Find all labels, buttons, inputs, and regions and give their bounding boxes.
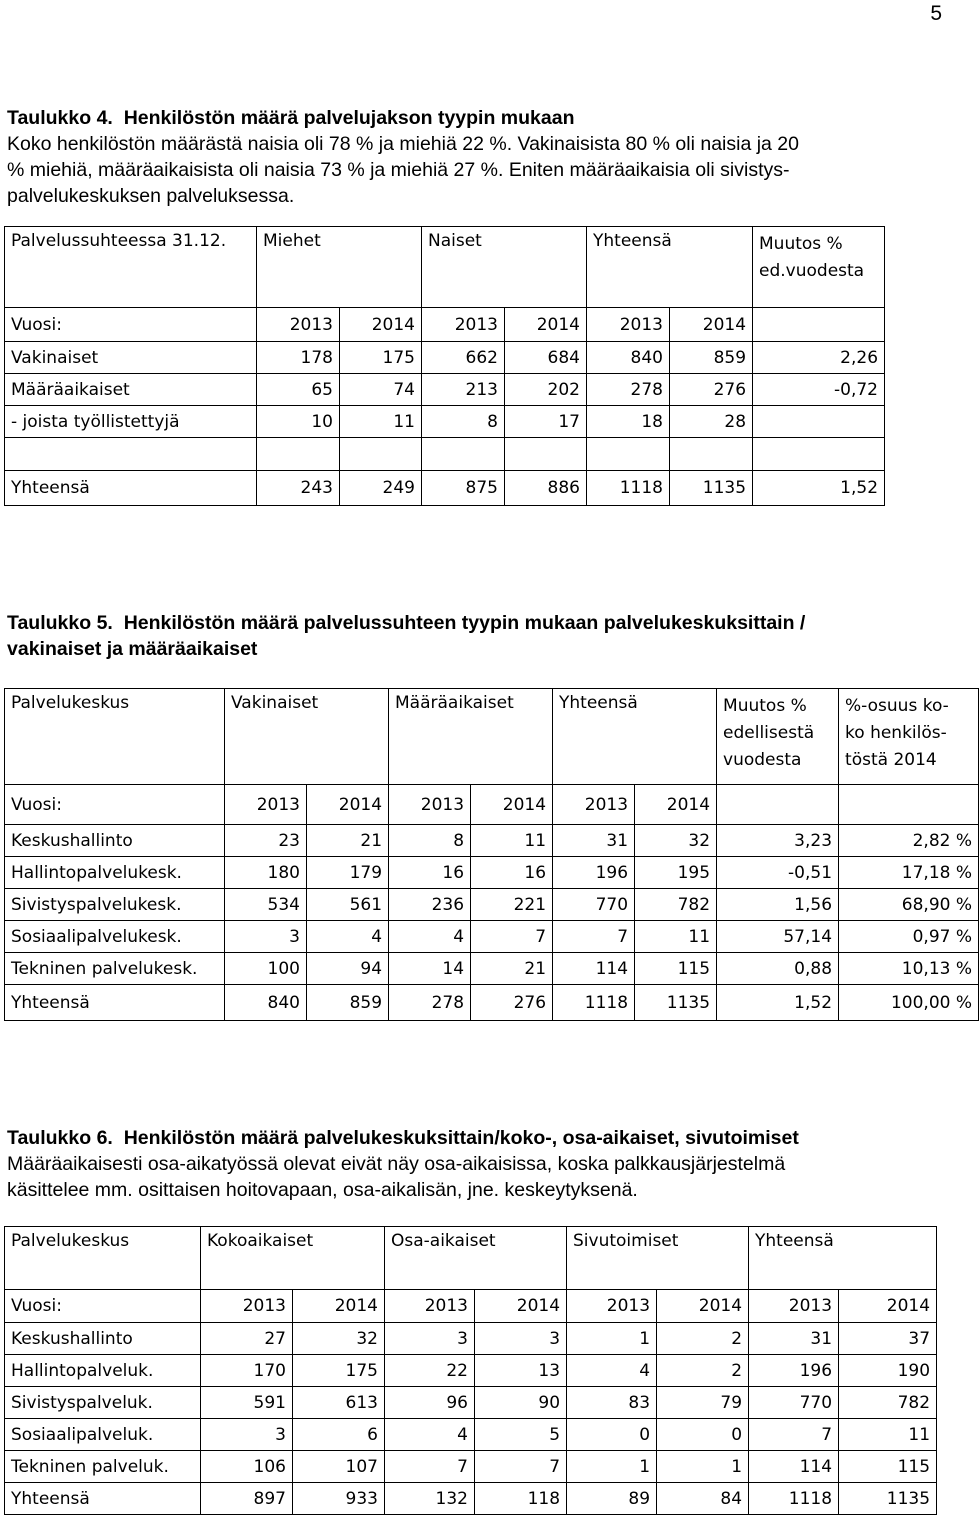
table4-year: 2013 (257, 308, 340, 342)
table5-cell-empty (717, 785, 839, 825)
table6-cell: 106 (201, 1451, 293, 1483)
table5-label: Taulukko 5. (7, 612, 113, 634)
table6-years-row (5, 1290, 937, 1323)
table6-cell: 37 (839, 1323, 937, 1355)
table6-row-label: Tekninen palveluk. (5, 1451, 201, 1483)
table5-cell: 114 (553, 953, 635, 985)
table5-cell: 7 (553, 921, 635, 953)
table6-year: 2014 (839, 1290, 937, 1323)
table-row (5, 921, 979, 953)
table4-cell: 662 (422, 342, 505, 374)
table-row (5, 1323, 937, 1355)
table5-year: 2013 (225, 785, 307, 825)
table5-share-cell: 68,90 % (839, 889, 979, 921)
table5-cell: 3 (225, 921, 307, 953)
table6-cell: 7 (475, 1451, 567, 1483)
table6-cell: 2 (657, 1323, 749, 1355)
table6-header-row (5, 1227, 937, 1290)
table4-header-change-line: Muutos % (759, 234, 843, 254)
table5-title: Henkilöstön määrä palvelussuhteen tyypin mukaan palvelukeskuksittain / (123, 612, 806, 634)
table5-header-change-line: edellisestä (723, 723, 815, 743)
table5-share-cell: 17,18 % (839, 857, 979, 889)
table6-year: 2014 (475, 1290, 567, 1323)
table6-cell: 5 (475, 1419, 567, 1451)
table4-cell: 11 (340, 406, 422, 438)
table5-cell: 100 (225, 953, 307, 985)
table4-cell: 202 (505, 374, 587, 406)
table6-cell: 114 (749, 1451, 839, 1483)
table4-cell-empty (5, 438, 257, 471)
table4-title: Henkilöstön määrä palvelujakson tyypin mukaan (123, 107, 575, 129)
table5-cell: 115 (635, 953, 717, 985)
table6-cell: 196 (749, 1355, 839, 1387)
table5-cell: 534 (225, 889, 307, 921)
table4-years-label: Vuosi: (5, 308, 257, 342)
table6-cell: 3 (385, 1323, 475, 1355)
table6-cell: 13 (475, 1355, 567, 1387)
table4-cell: 875 (422, 471, 505, 506)
table4-change-cell (753, 406, 885, 438)
table6-cell: 115 (839, 1451, 937, 1483)
table5-header-total: Yhteensä (553, 689, 717, 785)
table4-description-line: Koko henkilöstön määrästä naisia oli 78 % ja miehiä 22 %. Vakinaisista 80 % oli naisia ja 20 (7, 133, 799, 155)
table5-change-cell: 57,14 (717, 921, 839, 953)
table6-header-full-time: Kokoaikaiset (201, 1227, 385, 1290)
table4-cell: 10 (257, 406, 340, 438)
table6-cell: 770 (749, 1387, 839, 1419)
table5-row-label: Keskushallinto (5, 825, 225, 857)
table5-cell: 196 (553, 857, 635, 889)
table5-header-share (839, 689, 979, 785)
table6-cell: 7 (385, 1451, 475, 1483)
table6-cell: 2 (657, 1355, 749, 1387)
table4-description-line: palvelukeskuksen palveluksessa. (7, 185, 295, 207)
table6-year: 2013 (385, 1290, 475, 1323)
table6-cell: 170 (201, 1355, 293, 1387)
table6-cell: 7 (749, 1419, 839, 1451)
table4-header-change (753, 227, 885, 308)
table-row (5, 857, 979, 889)
table6-cell: 933 (293, 1483, 385, 1515)
table5-change-cell: 3,23 (717, 825, 839, 857)
table5-share-cell: 100,00 % (839, 985, 979, 1021)
table6-cell: 1 (657, 1451, 749, 1483)
table4-cell: 65 (257, 374, 340, 406)
table6-cell: 6 (293, 1419, 385, 1451)
table4-label: Taulukko 4. (7, 107, 113, 129)
table5-share-cell: 0,97 % (839, 921, 979, 953)
table6-cell: 3 (475, 1323, 567, 1355)
table4-row-label: - joista työllistettyjä (5, 406, 257, 438)
table6-cell: 0 (657, 1419, 749, 1451)
table6-cell: 4 (567, 1355, 657, 1387)
table4-year: 2014 (340, 308, 422, 342)
table4-change-cell: 2,26 (753, 342, 885, 374)
table5-header-unit: Palvelukeskus (5, 689, 225, 785)
table6-row-label: Hallintopalveluk. (5, 1355, 201, 1387)
table6-header-part-time: Osa-aikaiset (385, 1227, 567, 1290)
table4-cell: 278 (587, 374, 670, 406)
table-row (5, 1387, 937, 1419)
table6-cell: 175 (293, 1355, 385, 1387)
table5-cell: 276 (471, 985, 553, 1021)
table5-cell: 1118 (553, 985, 635, 1021)
table6-header-secondary: Sivutoimiset (567, 1227, 749, 1290)
table6-cell: 79 (657, 1387, 749, 1419)
table4-cell: 859 (670, 342, 753, 374)
table6 (4, 1226, 937, 1515)
table-row (5, 1355, 937, 1387)
table4-change-cell: 1,52 (753, 471, 885, 506)
table4-cell: 175 (340, 342, 422, 374)
table4-year: 2014 (505, 308, 587, 342)
table6-row-label: Yhteensä (5, 1483, 201, 1515)
table5-header-row (5, 689, 979, 785)
table6-row-label: Keskushallinto (5, 1323, 201, 1355)
table4-cell-empty (257, 438, 340, 471)
table6-cell: 1135 (839, 1483, 937, 1515)
table5-change-cell: 1,52 (717, 985, 839, 1021)
table4-header-women: Naiset (422, 227, 587, 308)
table4-cell: 17 (505, 406, 587, 438)
table6-cell: 1 (567, 1323, 657, 1355)
table6-cell: 118 (475, 1483, 567, 1515)
table4-spacer-row (5, 438, 885, 471)
table4-cell: 178 (257, 342, 340, 374)
table5-cell: 1135 (635, 985, 717, 1021)
table5-row-label: Yhteensä (5, 985, 225, 1021)
table5-cell: 770 (553, 889, 635, 921)
table5-header-change-line: Muutos % (723, 696, 807, 716)
table4-cell: 1135 (670, 471, 753, 506)
table4-year: 2013 (422, 308, 505, 342)
table4-year: 2013 (587, 308, 670, 342)
table6-cell: 96 (385, 1387, 475, 1419)
table5-cell: 23 (225, 825, 307, 857)
table6-year: 2013 (567, 1290, 657, 1323)
table5-year: 2014 (471, 785, 553, 825)
table5-cell: 31 (553, 825, 635, 857)
table6-cell: 591 (201, 1387, 293, 1419)
table5-change-cell: -0,51 (717, 857, 839, 889)
table5-cell: 179 (307, 857, 389, 889)
table-row (5, 889, 979, 921)
table5-cell: 11 (635, 921, 717, 953)
table5-header-share-line: töstä 2014 (845, 750, 937, 770)
table5-row-label: Sosiaalipalvelukesk. (5, 921, 225, 953)
table4-row-label: Vakinaiset (5, 342, 257, 374)
table5-cell: 94 (307, 953, 389, 985)
table5-cell: 840 (225, 985, 307, 1021)
table4-cell-empty (753, 308, 885, 342)
table5-change-cell: 1,56 (717, 889, 839, 921)
table-row (5, 985, 979, 1021)
table4-header-unit: Palvelussuhteessa 31.12. (5, 227, 257, 308)
table-row (5, 825, 979, 857)
table6-year: 2013 (201, 1290, 293, 1323)
table6-cell: 190 (839, 1355, 937, 1387)
table5-cell: 11 (471, 825, 553, 857)
table-row (5, 1451, 937, 1483)
table5-cell: 180 (225, 857, 307, 889)
table6-cell: 782 (839, 1387, 937, 1419)
table4 (4, 226, 885, 506)
page-number: 5 (930, 2, 942, 25)
table6-cell: 84 (657, 1483, 749, 1515)
table-row (5, 471, 885, 506)
table-row (5, 1419, 937, 1451)
table-row (5, 342, 885, 374)
table6-cell: 897 (201, 1483, 293, 1515)
table4-cell-empty (753, 438, 885, 471)
table5-caption (7, 610, 947, 662)
table5-row-label: Sivistyspalvelukesk. (5, 889, 225, 921)
table4-row-label: Määräaikaiset (5, 374, 257, 406)
table4-cell: 886 (505, 471, 587, 506)
table5-cell: 561 (307, 889, 389, 921)
table5-cell: 32 (635, 825, 717, 857)
table4-total-label: Yhteensä (5, 471, 257, 506)
table5-change-cell: 0,88 (717, 953, 839, 985)
table5-cell-empty (839, 785, 979, 825)
table6-caption (7, 1125, 947, 1203)
table5-years-label: Vuosi: (5, 785, 225, 825)
table5-cell: 4 (389, 921, 471, 953)
table5-year: 2013 (553, 785, 635, 825)
table4-cell-empty (670, 438, 753, 471)
table6-description-line: Määräaikaisesti osa-aikatyössä olevat eivät näy osa-aikaisissa, koska palkkausjärjestelmä (7, 1153, 786, 1175)
table6-cell: 89 (567, 1483, 657, 1515)
table5-years-row (5, 785, 979, 825)
table6-cell: 11 (839, 1419, 937, 1451)
table6-header-total: Yhteensä (749, 1227, 937, 1290)
table4-cell: 243 (257, 471, 340, 506)
table4-cell: 8 (422, 406, 505, 438)
table6-description-line: käsittelee mm. osittaisen hoitovapaan, osa-aikalisän, jne. keskeytyksenä. (7, 1179, 638, 1201)
table5-cell: 221 (471, 889, 553, 921)
table5-year: 2014 (307, 785, 389, 825)
table6-cell: 90 (475, 1387, 567, 1419)
table5-cell: 21 (471, 953, 553, 985)
table5-cell: 16 (471, 857, 553, 889)
table4-cell: 840 (587, 342, 670, 374)
table4-header-row (5, 227, 885, 308)
table-row (5, 374, 885, 406)
table6-label: Taulukko 6. (7, 1127, 113, 1149)
table4-year: 2014 (670, 308, 753, 342)
table5-row-label: Hallintopalvelukesk. (5, 857, 225, 889)
table6-year: 2013 (749, 1290, 839, 1323)
table-row (5, 406, 885, 438)
table5-cell: 8 (389, 825, 471, 857)
table5-cell: 7 (471, 921, 553, 953)
table4-cell: 684 (505, 342, 587, 374)
table6-year: 2014 (657, 1290, 749, 1323)
table6-cell: 132 (385, 1483, 475, 1515)
table5-header-change (717, 689, 839, 785)
table5-header-fixed-term: Määräaikaiset (389, 689, 553, 785)
table6-cell: 0 (567, 1419, 657, 1451)
table5-header-share-line: %-osuus ko- (845, 696, 949, 716)
table6-cell: 3 (201, 1419, 293, 1451)
table5-cell: 4 (307, 921, 389, 953)
table6-cell: 83 (567, 1387, 657, 1419)
table5-cell: 14 (389, 953, 471, 985)
table4-cell: 276 (670, 374, 753, 406)
table5-year: 2013 (389, 785, 471, 825)
table6-cell: 1 (567, 1451, 657, 1483)
table6-cell: 613 (293, 1387, 385, 1419)
table5-cell: 21 (307, 825, 389, 857)
table6-title: Henkilöstön määrä palvelukeskuksittain/koko-, osa-aikaiset, sivutoimiset (123, 1127, 799, 1149)
table4-cell-empty (340, 438, 422, 471)
table6-cell: 107 (293, 1451, 385, 1483)
table6-years-label: Vuosi: (5, 1290, 201, 1323)
table5-cell: 195 (635, 857, 717, 889)
table4-header-total: Yhteensä (587, 227, 753, 308)
table6-header-unit: Palvelukeskus (5, 1227, 201, 1290)
table4-description-line: % miehiä, määräaikaisista oli naisia 73 % ja miehiä 27 %. Eniten määräaikaisia oli sivistys- (7, 159, 790, 181)
table5-header-change-line: vuodesta (723, 750, 802, 770)
table5-share-cell: 2,82 % (839, 825, 979, 857)
table-row (5, 1483, 937, 1515)
table5-cell: 782 (635, 889, 717, 921)
table4-cell-empty (587, 438, 670, 471)
table4-cell-empty (422, 438, 505, 471)
table6-cell: 1118 (749, 1483, 839, 1515)
table5-title: vakinaiset ja määräaikaiset (7, 638, 258, 660)
table4-cell-empty (505, 438, 587, 471)
table4-cell: 213 (422, 374, 505, 406)
table4-header-men: Miehet (257, 227, 422, 308)
table5-row-label: Tekninen palvelukesk. (5, 953, 225, 985)
table4-cell: 18 (587, 406, 670, 438)
table5-cell: 859 (307, 985, 389, 1021)
table5-year: 2014 (635, 785, 717, 825)
table6-cell: 31 (749, 1323, 839, 1355)
table5-cell: 278 (389, 985, 471, 1021)
table6-cell: 22 (385, 1355, 475, 1387)
table-row (5, 953, 979, 985)
table5-header-permanent: Vakinaiset (225, 689, 389, 785)
table4-cell: 249 (340, 471, 422, 506)
table5-cell: 16 (389, 857, 471, 889)
table4-change-cell: -0,72 (753, 374, 885, 406)
table5-share-cell: 10,13 % (839, 953, 979, 985)
table4-cell: 1118 (587, 471, 670, 506)
table4-cell: 28 (670, 406, 753, 438)
table4-cell: 74 (340, 374, 422, 406)
table6-row-label: Sivistyspalveluk. (5, 1387, 201, 1419)
table6-year: 2014 (293, 1290, 385, 1323)
table6-cell: 32 (293, 1323, 385, 1355)
table6-cell: 4 (385, 1419, 475, 1451)
table6-cell: 27 (201, 1323, 293, 1355)
table5-header-share-line: ko henkilös- (845, 723, 947, 743)
table6-row-label: Sosiaalipalveluk. (5, 1419, 201, 1451)
table4-caption (7, 105, 947, 209)
table5-cell: 236 (389, 889, 471, 921)
table5 (4, 688, 979, 1021)
table4-years-row (5, 308, 885, 342)
table4-header-change-line: ed.vuodesta (759, 261, 865, 281)
